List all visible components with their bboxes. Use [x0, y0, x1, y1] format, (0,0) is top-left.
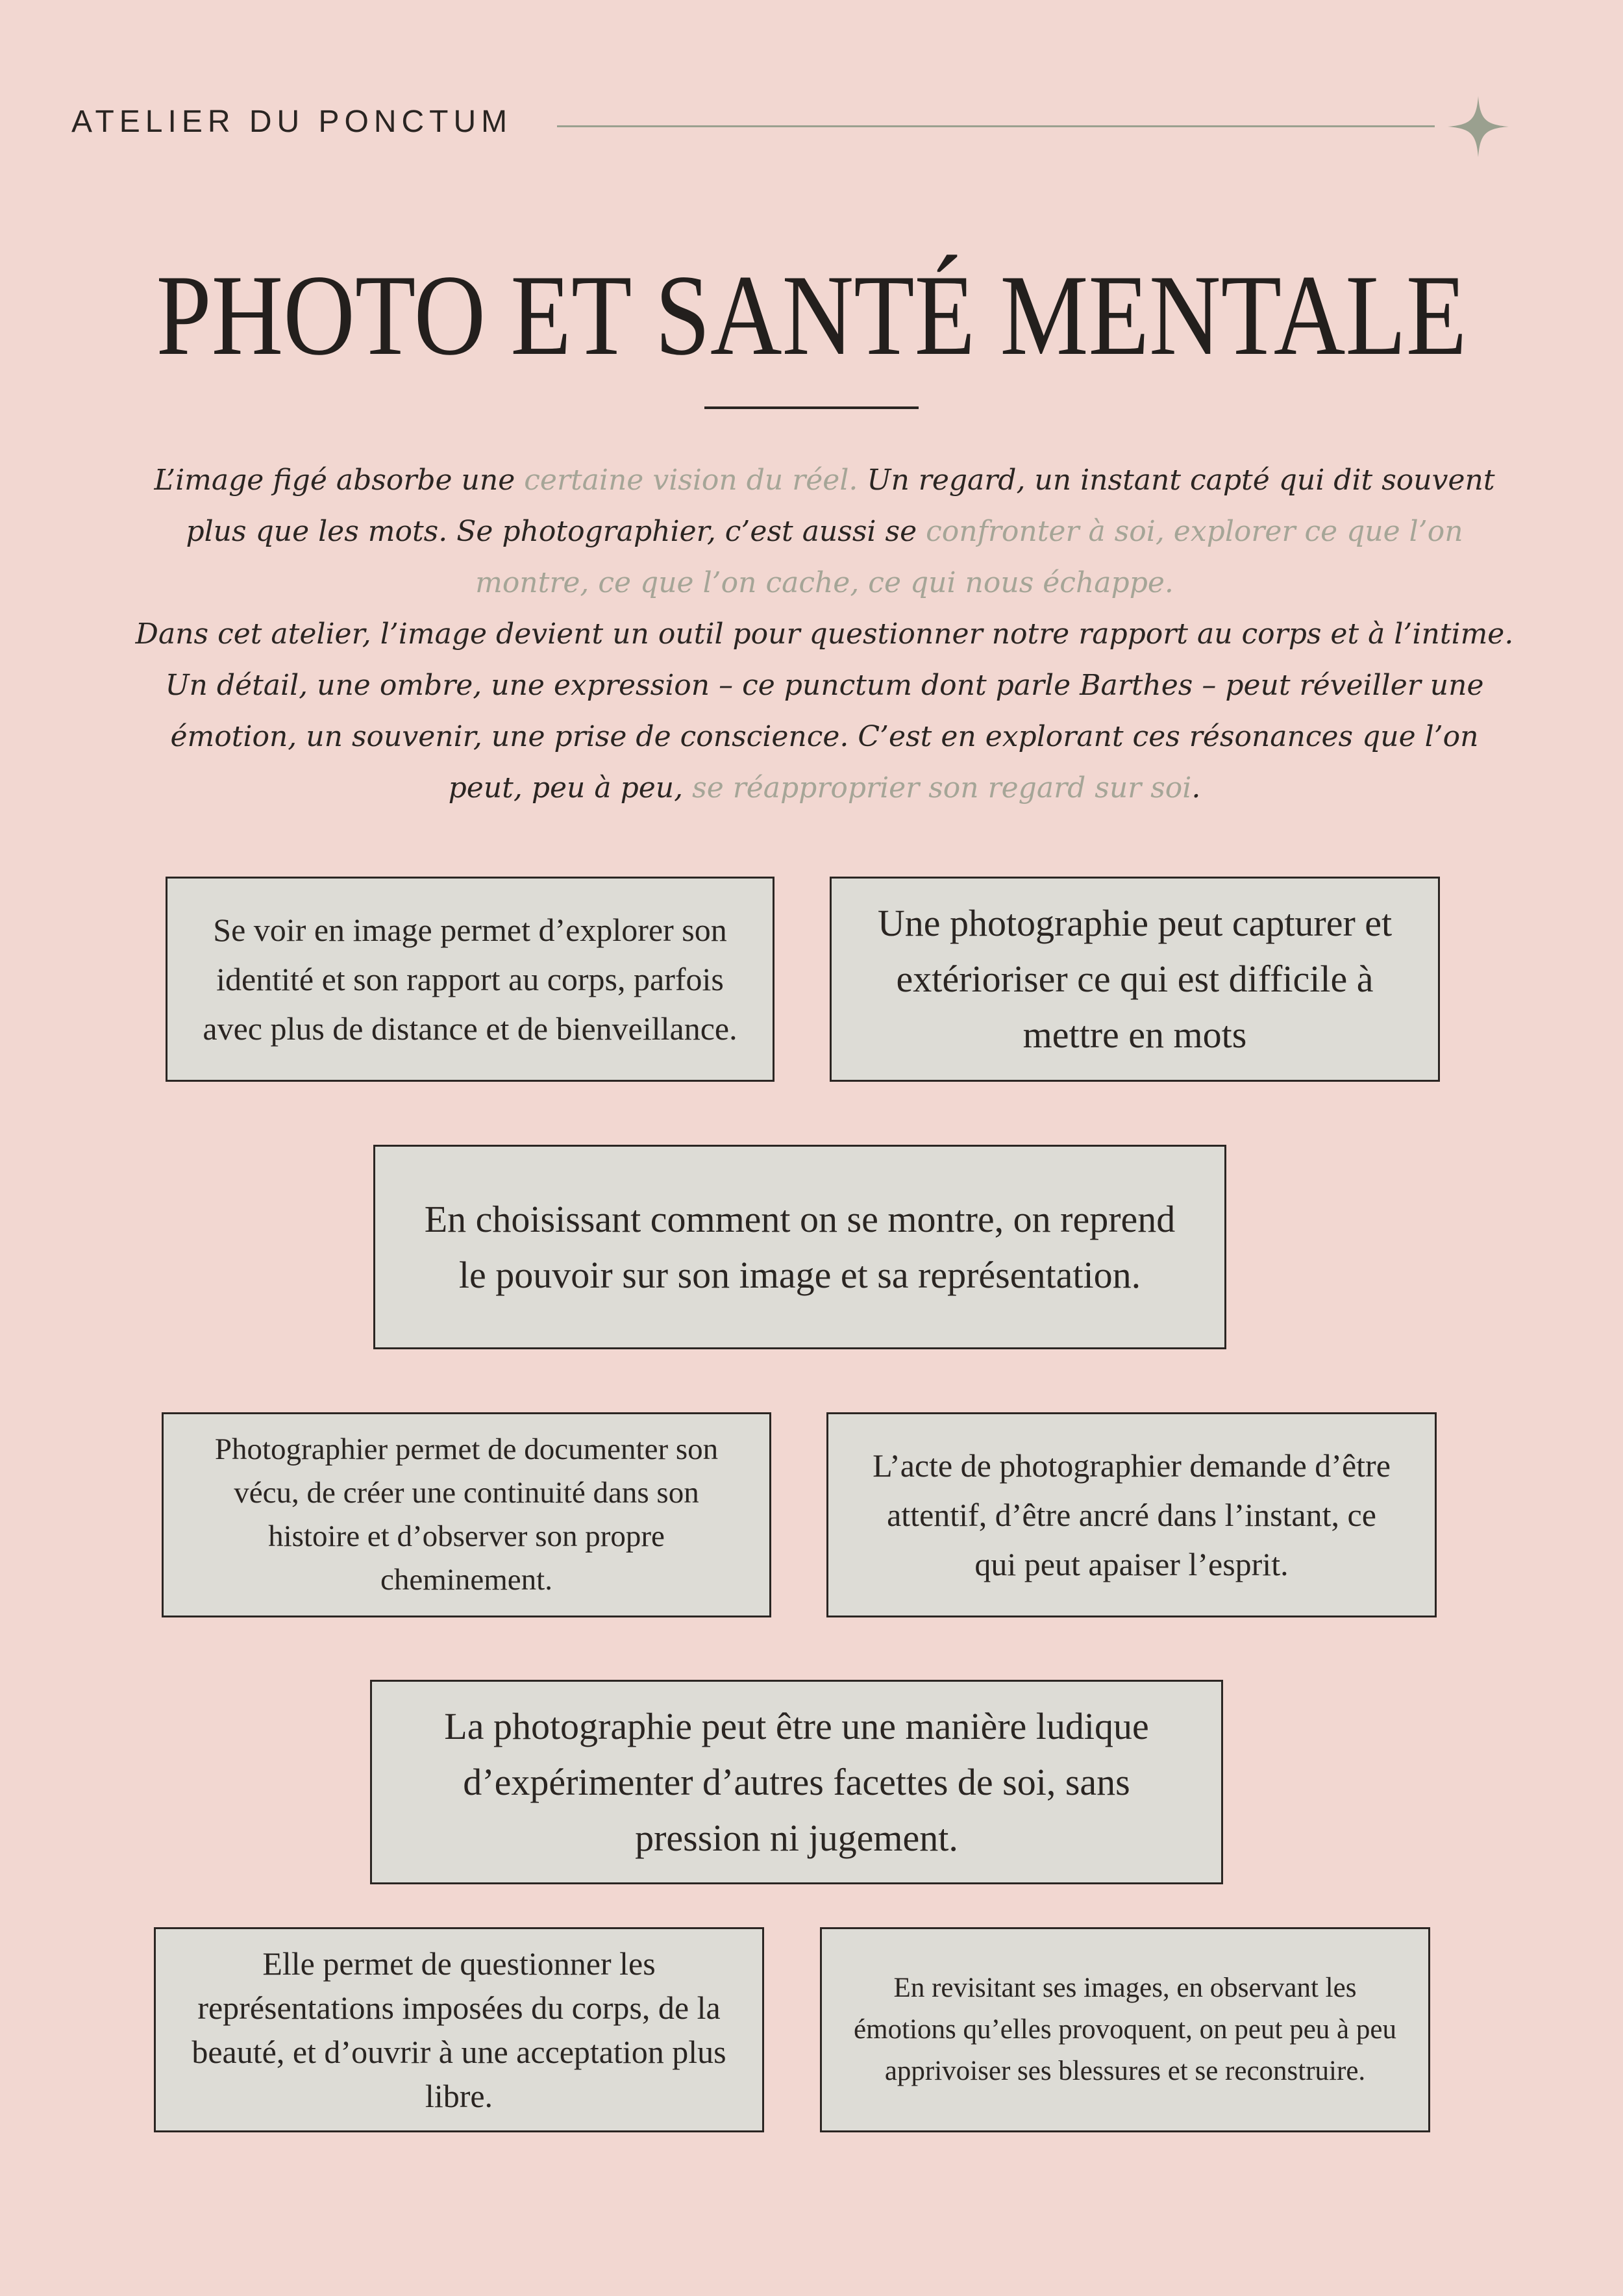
quote-box-text: Elle permet de questionner les représentations imposées du corps, de la beauté, et d’ouvrir à une acceptation plus libre.	[192, 1945, 726, 2114]
quote-box-healing	[820, 1927, 1430, 2132]
intro-text-segment: L’image figé absorbe une	[154, 464, 525, 497]
quote-box-identity	[166, 877, 774, 1082]
intro-highlight: certaine vision du réel.	[524, 464, 858, 497]
intro-paragraph-1	[130, 455, 1519, 608]
intro-highlight: se réapproprier son regard sur soi	[692, 771, 1192, 805]
intro-paragraph-2	[130, 608, 1519, 814]
intro-text-segment: Un regard, un instant capté qui dit souvent plus que les mots. Se photographier, c’est aussi se	[186, 464, 1495, 548]
page-title: PHOTO ET SANTÉ MENTALE	[156, 251, 1467, 379]
four-point-star-icon	[1448, 96, 1509, 157]
quote-box-text: En choisissant comment on se montre, on reprend le pouvoir sur son image et sa représentation.	[424, 1197, 1176, 1296]
intro-highlight: confronter à soi, explorer ce que l’on montre, ce que l’on cache, ce qui nous échappe.	[475, 515, 1463, 599]
quote-box-power	[373, 1145, 1226, 1349]
quote-box-text: Une photographie peut capturer et extérioriser ce qui est difficile à mettre en mots	[877, 902, 1393, 1056]
quote-box-text: La photographie peut être une manière ludique d’expérimenter d’autres facettes de soi, sans pression ni jugement.	[444, 1704, 1149, 1859]
quote-box-document	[162, 1412, 771, 1617]
quote-box-capture	[830, 877, 1440, 1082]
brand-name: ATELIER DU PONCTUM	[71, 105, 513, 139]
intro-text-segment: Dans cet atelier, l’image devient un outil pour questionner notre rapport au corps et à l’intime. Un détail, une ombre, une expression – ce punctum dont parle Barthes – peut réveiller une émotion, un souvenir, une prise de conscience. C’est en explorant ces résonances que l’on peut, peu à peu,	[135, 618, 1514, 805]
quote-box-attention	[826, 1412, 1437, 1617]
quote-box-text: Se voir en image permet d’explorer son identité et son rapport au corps, parfois avec plus de distance et de bienveillance.	[203, 912, 737, 1047]
title-underline	[704, 406, 919, 409]
header-divider	[557, 125, 1435, 127]
quote-box-text: En revisitant ses images, en observant les émotions qu’elles provoquent, on peut peu à peu apprivoiser ses blessures et se reconstruire.	[854, 1973, 1396, 2086]
quote-box-representations	[154, 1927, 764, 2132]
quote-box-text: Photographier permet de documenter son vécu, de créer une continuité dans son histoire et d’observer son propre cheminement.	[214, 1432, 719, 1597]
intro-text	[130, 455, 1519, 814]
quote-box-text: L’acte de photographier demande d’être attentif, d’être ancré dans l’instant, ce qui peut apaiser l’esprit.	[873, 1447, 1391, 1582]
quote-box-playful	[370, 1680, 1223, 1884]
intro-text-segment: .	[1191, 771, 1201, 805]
